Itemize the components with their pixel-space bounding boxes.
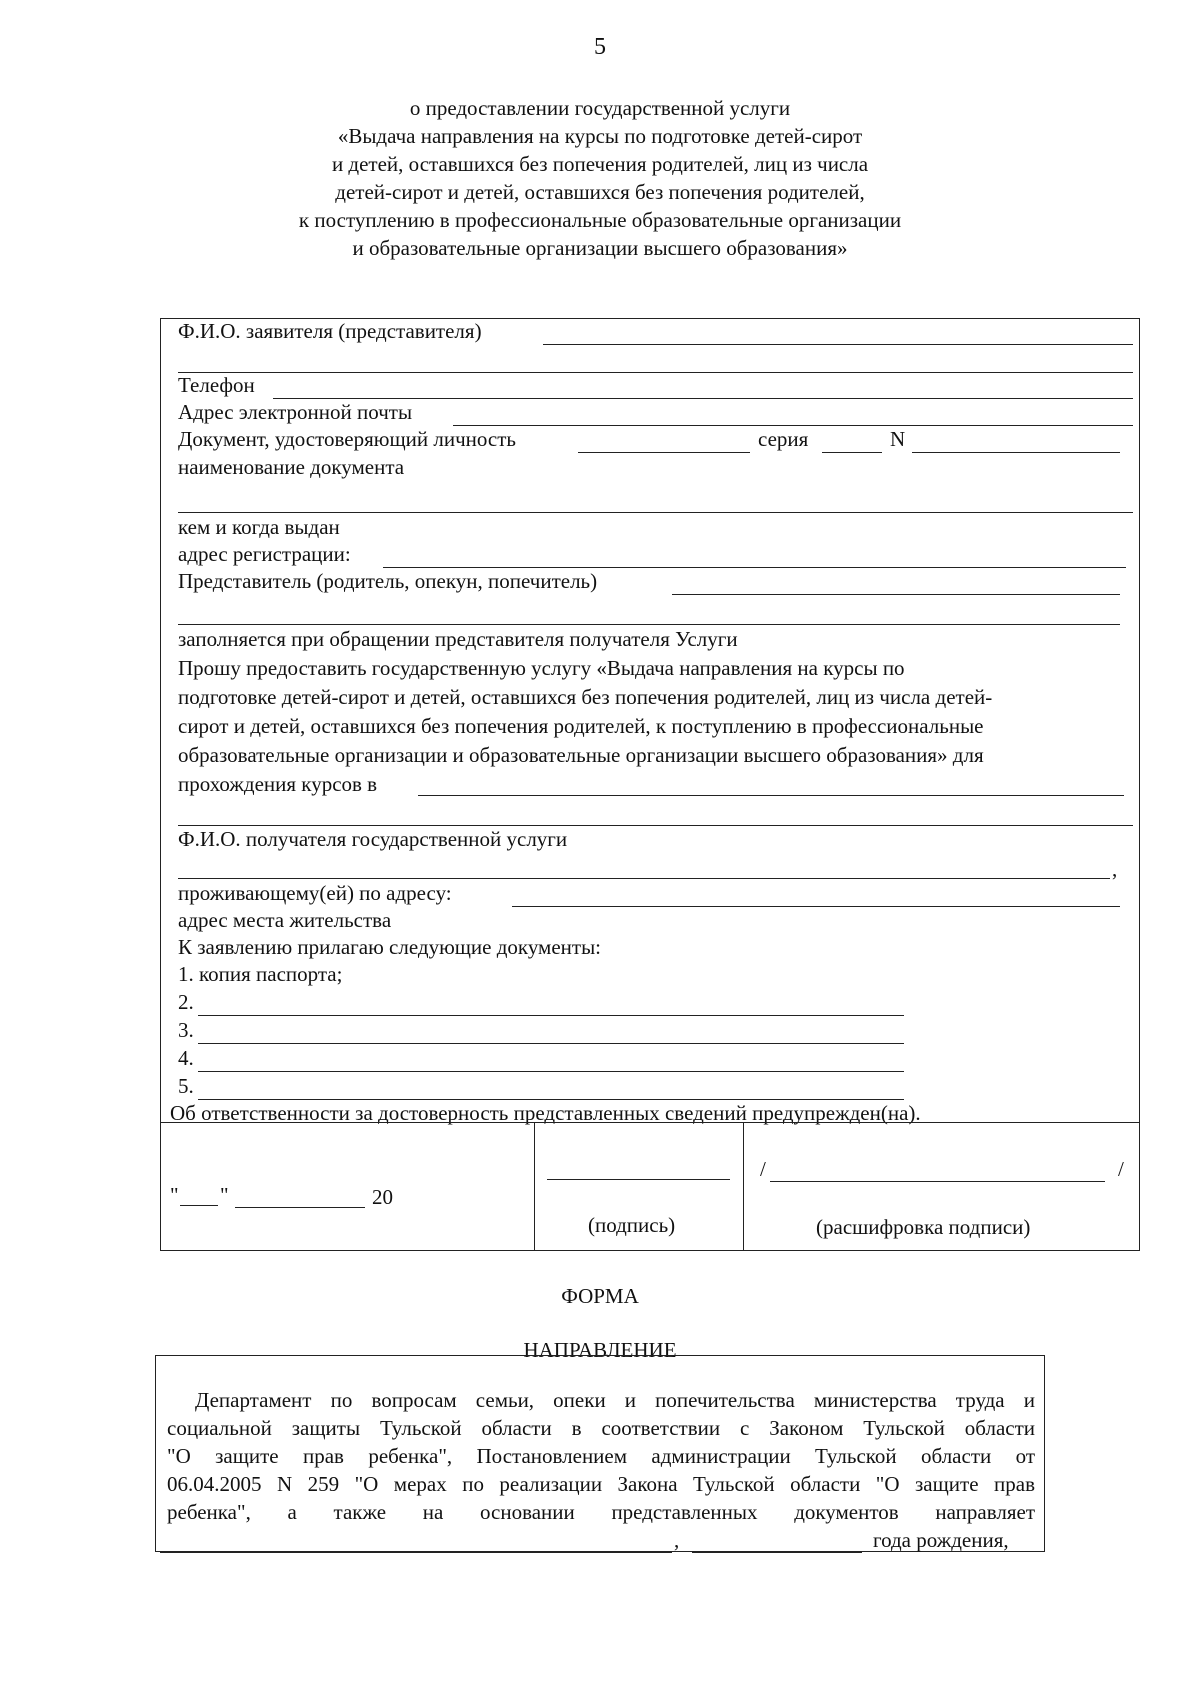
email-label: Адрес электронной почты: [178, 400, 413, 424]
signature-row-divider: [160, 1122, 1140, 1123]
registration-address-label: адрес регистрации:: [178, 542, 351, 566]
residence-address-field[interactable]: [512, 906, 1120, 907]
title-line: детей-сирот и детей, оставшихся без попечения родителей,: [335, 180, 865, 204]
birth-year-field[interactable]: [692, 1552, 862, 1553]
request-line: Прошу предоставить государственную услугу «Выдача направления на курсы по: [178, 656, 905, 680]
direction-comma: ,: [674, 1528, 680, 1552]
document-name-label: наименование документа: [178, 455, 405, 479]
date-day-field[interactable]: [180, 1205, 218, 1206]
direction-line: "О защите прав ребенка", Постановлением администрации Тульской области от: [167, 1444, 1035, 1468]
page-number: 5: [594, 34, 606, 60]
signature-decoding-field[interactable]: [770, 1181, 1105, 1182]
applicant-name-label: Ф.И.О. заявителя (представителя): [178, 319, 482, 343]
number-label: N: [890, 427, 906, 451]
issued-by-label: кем и когда выдан: [178, 515, 340, 539]
signature-field[interactable]: [547, 1179, 730, 1180]
direction-line: 06.04.2005 N 259 "О мерах по реализации Закона Тульской области "О защите прав: [167, 1472, 1035, 1496]
date-quote-close: ": [220, 1183, 229, 1207]
direction-line: Департамент по вопросам семьи, опеки и попечительства министерства труда и: [195, 1388, 1035, 1412]
slash-right: /: [1118, 1157, 1124, 1181]
applicant-name-field[interactable]: [543, 344, 1133, 345]
residing-label: проживающему(ей) по адресу:: [178, 881, 452, 905]
document-details-field[interactable]: [178, 512, 1133, 513]
attachments-label: К заявлению прилагаю следующие документы:: [178, 935, 602, 959]
attachment-field-2[interactable]: [198, 1015, 904, 1016]
request-line: прохождения курсов в: [178, 772, 378, 796]
direction-line: социальной защиты Тульской области в соответствии с Законом Тульской области: [167, 1416, 1035, 1440]
id-document-field[interactable]: [578, 452, 750, 453]
id-document-label: Документ, удостоверяющий личность: [178, 427, 516, 451]
number-field[interactable]: [912, 452, 1120, 453]
series-label: серия: [758, 427, 809, 451]
representative-field[interactable]: [672, 594, 1120, 595]
recipient-name-field[interactable]: [178, 878, 1110, 879]
representative-label: Представитель (родитель, опекун, попечитель): [178, 569, 598, 593]
comma: ,: [1112, 857, 1118, 881]
attachment-item-2: 2.: [178, 990, 194, 1014]
phone-label: Телефон: [178, 373, 255, 397]
title-line: «Выдача направления на курсы по подготовке детей-сирот: [337, 124, 863, 148]
date-year-prefix: 20: [372, 1185, 393, 1209]
date-quote-open: ": [170, 1183, 179, 1207]
form-heading: ФОРМА: [561, 1284, 639, 1308]
document-title: [0, 94, 1200, 262]
attachment-field-4[interactable]: [198, 1071, 904, 1072]
request-paragraph: [178, 654, 1138, 799]
attachment-item-4: 4.: [178, 1046, 194, 1070]
signature-column-divider: [534, 1122, 535, 1251]
signature-column-divider: [743, 1122, 744, 1251]
direction-body: [167, 1386, 1035, 1526]
course-institution-field[interactable]: [418, 795, 1124, 796]
recipient-name-label: Ф.И.О. получателя государственной услуги: [178, 827, 568, 851]
slash-left: /: [760, 1157, 766, 1181]
signature-caption: (подпись): [588, 1213, 676, 1237]
representative-field-line2[interactable]: [178, 624, 1120, 625]
birth-year-label: года рождения,: [873, 1528, 1009, 1552]
representative-note: заполняется при обращении представителя получателя Услуги: [178, 627, 738, 651]
decoding-caption: (расшифровка подписи): [816, 1215, 1031, 1239]
direction-heading: НАПРАВЛЕНИЕ: [523, 1338, 677, 1362]
request-line: образовательные организации и образовательные организации высшего образования» для: [178, 743, 984, 767]
residence-address-label: адрес места жительства: [178, 908, 392, 932]
recipient-direction-name-field[interactable]: [160, 1552, 672, 1553]
attachment-item-1: 1. копия паспорта;: [178, 962, 343, 986]
request-line: подготовке детей-сирот и детей, оставшихся без попечения родителей, лиц из числа детей-: [178, 685, 993, 709]
title-line: и образовательные организации высшего образования»: [352, 236, 848, 260]
request-line: сирот и детей, оставшихся без попечения родителей, к поступлению в профессиональные: [178, 714, 984, 738]
title-line: и детей, оставшихся без попечения родителей, лиц из числа: [331, 152, 869, 176]
title-line: о предоставлении государственной услуги: [409, 96, 791, 120]
title-line: к поступлению в профессиональные образовательные организации: [298, 208, 902, 232]
attachment-item-3: 3.: [178, 1018, 194, 1042]
attachment-item-5: 5.: [178, 1074, 194, 1098]
date-month-field[interactable]: [235, 1207, 365, 1208]
applicant-name-field-line2[interactable]: [178, 372, 1133, 373]
responsibility-note: Об ответственности за достоверность представленных сведений предупрежден(на).: [170, 1101, 921, 1125]
direction-line: ребенка", а также на основании представленных документов направляет: [167, 1500, 1035, 1524]
series-field[interactable]: [822, 452, 882, 453]
attachment-field-3[interactable]: [198, 1043, 904, 1044]
